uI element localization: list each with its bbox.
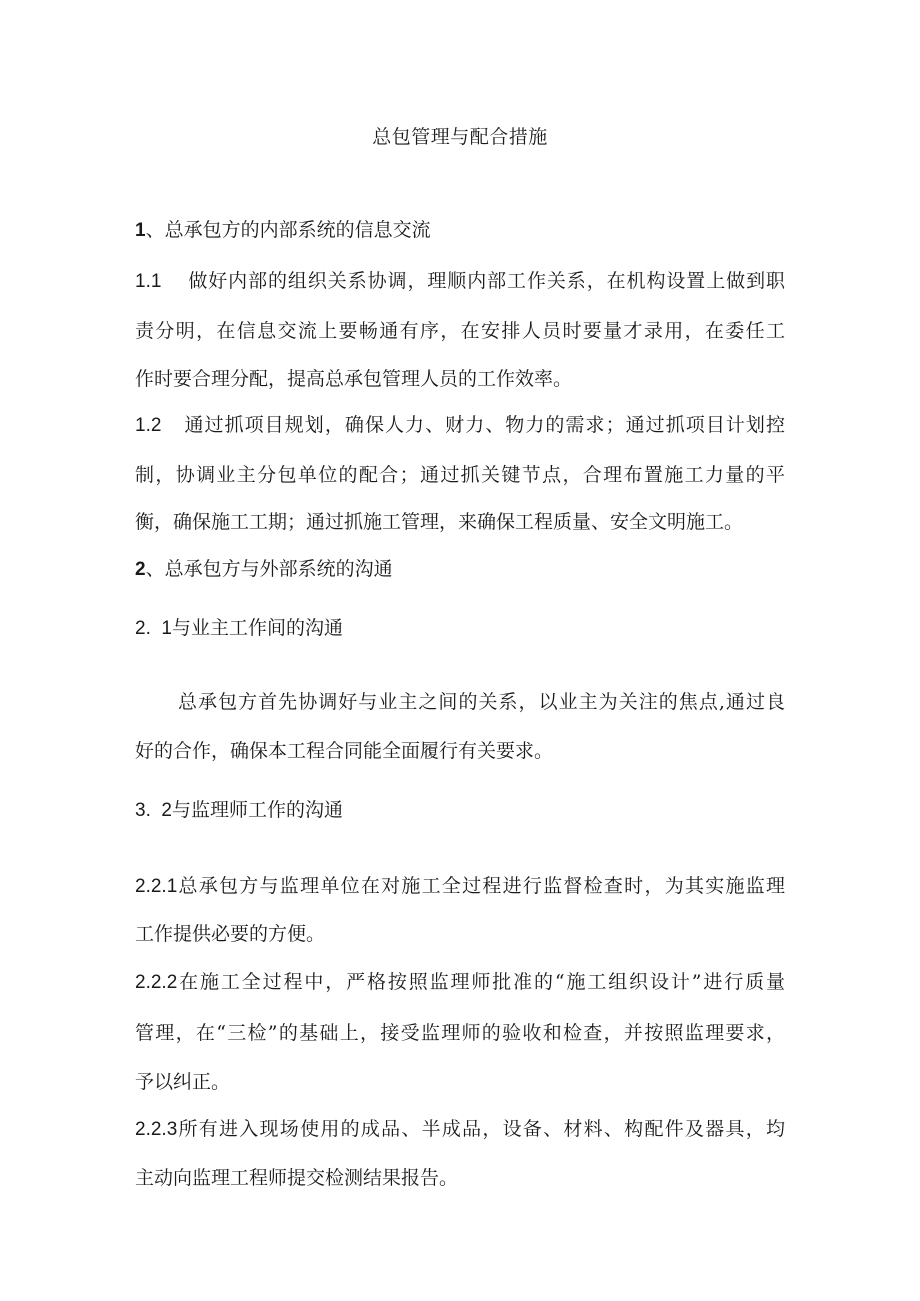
paragraph-1-2-line-2: 制，协调业主分包单位的配合；通过抓关键节点，合理布置施工力量的平: [135, 464, 785, 486]
paragraph-2-1-line-2: 好的合作，确保本工程合同能全面履行有关要求。: [135, 740, 554, 762]
section-number: 2: [135, 559, 146, 580]
paragraph-1-2-line-3: 衡，确保施工工期；通过抓施工管理，来确保工程质量、安全文明施工。: [135, 511, 744, 533]
subsection-heading-text: 与业主工作间的沟通: [171, 617, 343, 639]
paragraph-number: 1.1: [135, 271, 162, 292]
paragraph-text: 通过抓项目规划，确保人力、财力、物力的需求；通过抓项目计划控: [183, 414, 785, 436]
paragraph-number: 2.2.3: [135, 1119, 178, 1140]
subsection-heading-text: 与监理师工作的沟通: [171, 799, 343, 821]
paragraph-1-1-line-3: 作时要合理分配，提高总承包管理人员的工作效率。: [135, 368, 573, 390]
paragraph-1-1-line-2: 责分明，在信息交流上要畅通有序，在安排人员时要量才录用，在委任工: [135, 320, 785, 342]
paragraph-2-2-2-line-3: 予以纠正。: [135, 1071, 231, 1093]
paragraph-2-2-1-line-2: 工作提供必要的方便。: [135, 923, 326, 945]
paragraph-2-1-line-1: 总承包方首先协调好与业主之间的关系，以业主为关注的焦点,通过良: [178, 691, 785, 713]
paragraph-text: 做好内部的组织关系协调，理顺内部工作关系，在机构设置上做到职: [187, 270, 785, 292]
section-heading-2: [135, 556, 393, 583]
subsection-number: 2. 1: [135, 618, 172, 639]
paragraph-text: 总承包方与监理单位在对施工全过程进行监督检查时，为其实施监理: [177, 875, 785, 897]
paragraph-1-2-line-1: [135, 412, 785, 439]
paragraph-1-1-line-1: [135, 268, 785, 295]
paragraph-2-2-2-line-2: 管理，在“三检”的基础上，接受监理师的验收和检查，并按照监理要求，: [135, 1022, 785, 1044]
paragraph-2-2-3-line-1: [135, 1116, 785, 1143]
section-heading-text: 、总承包方的内部系统的信息交流: [145, 219, 431, 241]
paragraph-number: 2.2.2: [135, 972, 178, 993]
paragraph-text: 所有进入现场使用的成品、半成品，设备、材料、构配件及器具，均: [177, 1118, 785, 1140]
section-heading-text: 、总承包方与外部系统的沟通: [145, 558, 393, 580]
document-title: 总包管理与配合措施: [372, 126, 548, 148]
subsection-number: 3. 2: [135, 800, 172, 821]
paragraph-text: 在施工全过程中，严格按照监理师批准的“施工组织设计”进行质量: [177, 971, 785, 993]
section-heading-1: [135, 217, 431, 244]
paragraph-2-2-3-line-2: 主动向监理工程师提交检测结果报告。: [135, 1167, 459, 1189]
paragraph-2-2-2-line-1: [135, 969, 785, 996]
paragraph-number: 1.2: [135, 415, 162, 436]
subsection-heading-3-2: [135, 797, 343, 824]
paragraph-number: 2.2.1: [135, 876, 178, 897]
paragraph-2-2-1-line-1: [135, 873, 785, 900]
subsection-heading-2-1: [135, 615, 343, 642]
section-number: 1: [135, 220, 146, 241]
